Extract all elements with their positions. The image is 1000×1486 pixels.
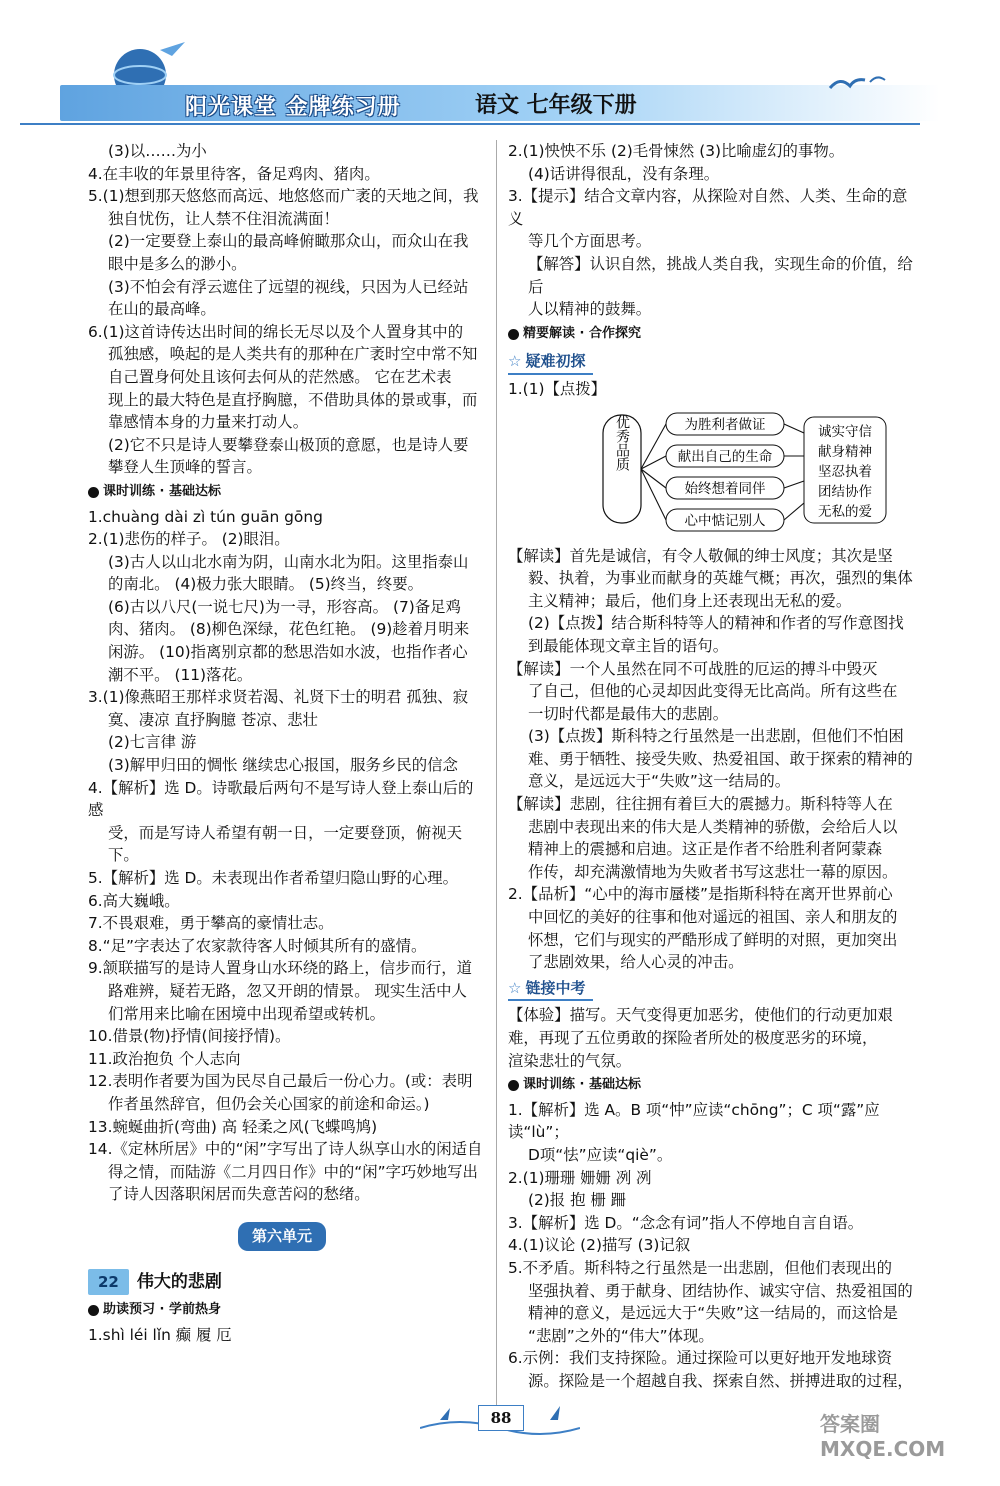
answer-line: 13.蜿蜒曲折(弯曲) 高 轻柔之风(飞蝶鸣鸠) <box>88 1117 378 1136</box>
answer-line: 4.在丰收的年景里待客，备足鸡肉、猪肉。 <box>88 164 380 183</box>
answer-line: 【解读】悲剧，往往拥有着巨大的震撼力。斯科特等人在 <box>508 795 893 814</box>
answer-line: D项“怯”应读“qiè”。 <box>528 1145 673 1164</box>
answer-line: 怀想，它们与现实的严酷形成了鲜明的对照，更加突出 <box>528 930 898 949</box>
answer-line: 作者虽然辞官，但仍会关心国家的前途和命运。) <box>108 1094 430 1113</box>
section-heading: 课时训练 · 基础达标 <box>88 481 488 504</box>
diagram-node: 心中惦记别人 <box>684 512 766 529</box>
subject-title: 语文 七年级下册 <box>475 92 637 118</box>
answer-line: 悲剧中表现出来的伟大是人类精神的骄傲，会给后人以 <box>528 817 898 836</box>
answer-line: (2)一定要登上泰山的最高峰俯瞰那众山，而众山在我 <box>108 232 469 251</box>
birds-icon <box>825 68 895 98</box>
answer-line: (2)【点拨】结合斯科特等人的精神和作者的写作意图找 <box>528 614 904 633</box>
diagram-quality: 献身精神 <box>818 443 872 460</box>
diagram-quality: 团结协作 <box>818 483 872 500</box>
diagram-center-label: 优秀品质 <box>614 414 630 471</box>
answer-line: 2.(1)珊珊 姗姗 冽 冽 <box>508 1168 652 1187</box>
answer-line: 5.不矛盾。斯科特之行虽然是一出悲剧，但他们表现出的 <box>508 1258 893 1277</box>
answer-line: 了自己，但他的心灵却因此变得无比高尚。所有这些在 <box>528 682 898 701</box>
answer-line: 潮不平。 (11)落花。 <box>108 665 253 684</box>
answer-line: 了悲剧效果，给人心灵的冲击。 <box>528 953 744 972</box>
answer-line: 【体验】描写。天气变得更加恶劣，使他们的行动更加艰 <box>508 1006 893 1025</box>
brand-title: 阳光课堂 金牌练习册 <box>185 95 401 120</box>
diagram-arrows <box>641 424 804 520</box>
answer-line: (3)古人以山北水南为阴，山南水北为阳。这里指泰山 <box>108 552 469 571</box>
answer-line: (3)不怕会有浮云遮住了远望的视线，只因为人已经站 <box>108 277 469 296</box>
answer-line: 肉、猪肉。 (8)柳色深绿，花色红艳。 (9)趁着月明来 <box>108 620 470 639</box>
qualities-diagram <box>508 403 918 543</box>
answer-line: 在山的最高峰。 <box>108 300 216 319</box>
answer-line: 得之情，而陆游《二月四日作》中的“闲”字巧妙地写出 <box>108 1162 478 1181</box>
section-heading: 精要解读 · 合作探究 <box>508 323 918 346</box>
lesson-title: 伟大的悲剧 <box>136 1271 222 1292</box>
column-divider <box>496 140 497 1405</box>
answer-line: 4.【解析】选 D。诗歌最后两句不是写诗人登上泰山后的感 <box>88 778 474 820</box>
diagram-node: 献出自己的生命 <box>677 448 773 465</box>
page-number: 88 <box>478 1405 524 1431</box>
answer-line: 8.“足”字表达了农家款待客人时倾其所有的盛情。 <box>88 936 427 955</box>
page-header <box>0 0 1000 140</box>
diagram-node: 始终想着同伴 <box>684 480 766 497</box>
answer-line: 5.【解析】选 D。未表现出作者希望归隐山野的心理。 <box>88 869 459 887</box>
answer-line: “悲剧”之外的“伟大”体现。 <box>528 1326 714 1345</box>
answer-line: 9.颔联描写的是诗人置身山水环绕的路上，信步而行，道 <box>88 959 473 978</box>
answer-line: 作传，却充满激情地为失败者书写这悲壮一幕的原因。 <box>528 862 898 881</box>
answer-line: 了诗人因落职闲居而失意苦闷的愁绪。 <box>108 1185 370 1204</box>
answer-line: (2)它不只是诗人要攀登泰山极顶的意愿，也是诗人要 <box>108 435 469 454</box>
watermark: 答案圈 MXQE.COM <box>820 1412 946 1461</box>
answer-line: 现上的最大特色是直抒胸臆，不借助具体的景或事，而 <box>108 390 478 409</box>
answer-line: 寞、凄凉 直抒胸臆 苍凉、悲壮 <box>108 710 318 729</box>
answer-line: 2.(1)怏怏不乐 (2)毛骨悚然 (3)比喻虚幻的事物。 <box>508 142 845 160</box>
answer-line: 攀登人生顶峰的誓言。 <box>108 458 262 477</box>
answer-line: 坚强执着、勇于献身、团结协作、诚实守信、热爱祖国的 <box>528 1281 913 1300</box>
answer-line: 靠感情本身的力量来打动人。 <box>108 413 309 432</box>
subsection-heading: ☆ 链接中考 <box>508 977 593 1002</box>
answer-line: 5.(1)想到那天悠悠而高远、地悠悠而广袤的天地之间，我 <box>88 187 479 206</box>
answer-line: 等几个方面思考。 <box>528 232 652 251</box>
bullet-icon <box>88 1305 99 1316</box>
answer-line: (4)话讲得很乱，没有条理。 <box>528 164 720 183</box>
bullet-icon <box>508 329 519 340</box>
right-column <box>508 140 918 1393</box>
unit-banner: 第六单元 <box>238 1222 326 1251</box>
answer-line: 眼中是多么的渺小。 <box>108 254 247 273</box>
answer-line: 独自忧伤，让人禁不住泪流满面！ <box>108 209 339 228</box>
diagram-quality: 无私的爱 <box>818 503 872 520</box>
header-rule <box>20 123 920 125</box>
answer-line: 孤独感，唤起的是人类共有的那种在广袤时空中常不知 <box>108 345 478 364</box>
answer-line: 6.高大巍峨。 <box>88 891 180 910</box>
section-heading: 课时训练 · 基础达标 <box>508 1074 918 1097</box>
answer-line: (6)古以八尺(一说七尺)为一寻，形容高。 (7)备足鸡 <box>108 597 461 616</box>
diagram-node: 为胜利者做证 <box>684 416 766 433</box>
answer-line: 到最能体现文章主旨的语句。 <box>528 636 729 655</box>
answer-line: (2)报 抱 栅 跚 <box>528 1191 627 1210</box>
subsection-heading: ☆ 疑难初探 <box>508 350 593 375</box>
answer-line: 【解读】首先是诚信，有令人敬佩的绅士风度；其次是坚 <box>508 546 893 565</box>
answer-line: 毅、执着，为事业而献身的英雄气概；再次，强烈的集体 <box>528 569 913 588</box>
star-icon: ☆ <box>508 352 522 371</box>
answer-line: 的南北。 (4)极力张大眼睛。 (5)终当，终要。 <box>108 575 424 594</box>
answer-line: 闲游。 (10)指离别京都的愁思浩如水波，也指作者心 <box>108 643 468 662</box>
answer-line: 11.政治抱负 个人志向 <box>88 1049 241 1068</box>
answer-line: (3)以……为小 <box>108 142 207 160</box>
section-heading: 助读预习 · 学前热身 <box>88 1299 488 1322</box>
answer-line: 意义，是远远大于“失败”这一结局的。 <box>528 772 791 791</box>
answer-line: 难、勇于牺牲、接受失败、热爱祖国、敢于探索的精神的 <box>528 749 913 768</box>
star-icon: ☆ <box>508 978 522 997</box>
answer-line: 14.《定林所居》中的“闲”字写出了诗人纵享山水的闲适自 <box>88 1140 483 1159</box>
answer-line: 4.(1)议论 (2)描写 (3)记叙 <box>508 1236 691 1255</box>
answer-line: 1.【解析】选 A。B 项“忡”应读“chōng”；C 项“露”应读“lù”； <box>508 1100 880 1142</box>
left-column <box>88 140 488 1346</box>
answer-line: 路难辨，疑若无路，忽又开朗的情景。 现实生活中人 <box>108 981 467 1000</box>
answer-line: 2.【品析】“心中的海市蜃楼”是指斯科特在离开世界前心 <box>508 885 893 904</box>
bullet-icon <box>508 1080 519 1091</box>
answer-line: 1.chuàng dài zì tún guān gōng <box>88 507 323 526</box>
answer-line: 【解读】一个人虽然在同不可战胜的厄运的搏斗中毁灭 <box>508 659 878 678</box>
answer-line: 渲染悲壮的气氛。 <box>508 1051 632 1070</box>
answer-line: 3.【提示】结合文章内容，从探险对自然、人类、生命的意义 <box>508 187 908 228</box>
answer-line: 们常用来比喻在困境中出现希望或转机。 <box>108 1004 386 1023</box>
answer-line: 10.借景(物)抒情(间接抒情)。 <box>88 1027 291 1046</box>
diagram-quality: 诚实守信 <box>818 423 872 440</box>
answer-line: 一切时代都是最伟大的悲剧。 <box>528 704 729 723</box>
answer-line: 1.(1)【点拨】 <box>508 379 607 398</box>
diagram-quality: 坚忍执着 <box>818 463 872 480</box>
answer-line: 难，再现了五位勇敢的探险者所处的极度恶劣的环境， <box>508 1029 878 1047</box>
answer-line: 6.示例：我们支持探险。通过探险可以更好地开发地球资 <box>508 1349 893 1368</box>
answer-line: (2)七言律 游 <box>108 733 197 752</box>
answer-line: 3.(1)像燕昭王那样求贤若渴、礼贤下士的明君 孤独、寂 <box>88 688 468 707</box>
answer-line: 自己置身何处且该何去何从的茫然感。 它在艺术表 <box>108 367 452 386</box>
answer-line: 2.(1)悲伤的样子。 (2)眼泪。 <box>88 530 290 549</box>
answer-line: 【解答】认识自然，挑战人类自我，实现生命的价值，给后 <box>528 254 913 296</box>
answer-line: (3)【点拨】斯科特之行虽然是一出悲剧，但他们不怕困 <box>528 727 904 746</box>
answer-line: 1.shì léi lǐn 癫 履 厄 <box>88 1325 232 1344</box>
answer-line: 主义精神；最后，他们身上还表现出无私的爱。 <box>528 591 852 610</box>
answer-line: (3)解甲归田的惆怅 继续忠心报国，服务乡民的信念 <box>108 756 458 775</box>
answer-line: 源。探险是一个超越自我、探索自然、拼搏进取的过程， <box>528 1371 913 1390</box>
answer-line: 人以精神的鼓舞。 <box>528 300 652 319</box>
answer-line: 精神上的震撼和启迪。这正是作者不给胜利者阿蒙森 <box>528 840 882 859</box>
answer-line: 精神的意义，是远远大于“失败”这一结局的，而这恰是 <box>528 1304 898 1323</box>
lesson-heading <box>88 1269 488 1296</box>
bullet-icon <box>88 487 99 498</box>
answer-line: 12.表明作者要为国为民尽自己最后一份心力。(或：表明 <box>88 1072 473 1091</box>
answer-line: 中回忆的美好的往事和他对遥远的祖国、亲人和朋友的 <box>528 908 898 927</box>
answer-line: 7.不畏艰难，勇于攀高的豪情壮志。 <box>88 914 334 933</box>
answer-line: 3.【解析】选 D。“念念有词”指人不停地自言自语。 <box>508 1213 864 1232</box>
answer-line: 受，而是写诗人希望有朝一日，一定要登顶，俯视天下。 <box>108 823 462 865</box>
lesson-number: 22 <box>88 1269 129 1296</box>
answer-line: 6.(1)这首诗传达出时间的绵长无尽以及个人置身其中的 <box>88 322 464 341</box>
diagram-mid-nodes <box>666 413 784 531</box>
